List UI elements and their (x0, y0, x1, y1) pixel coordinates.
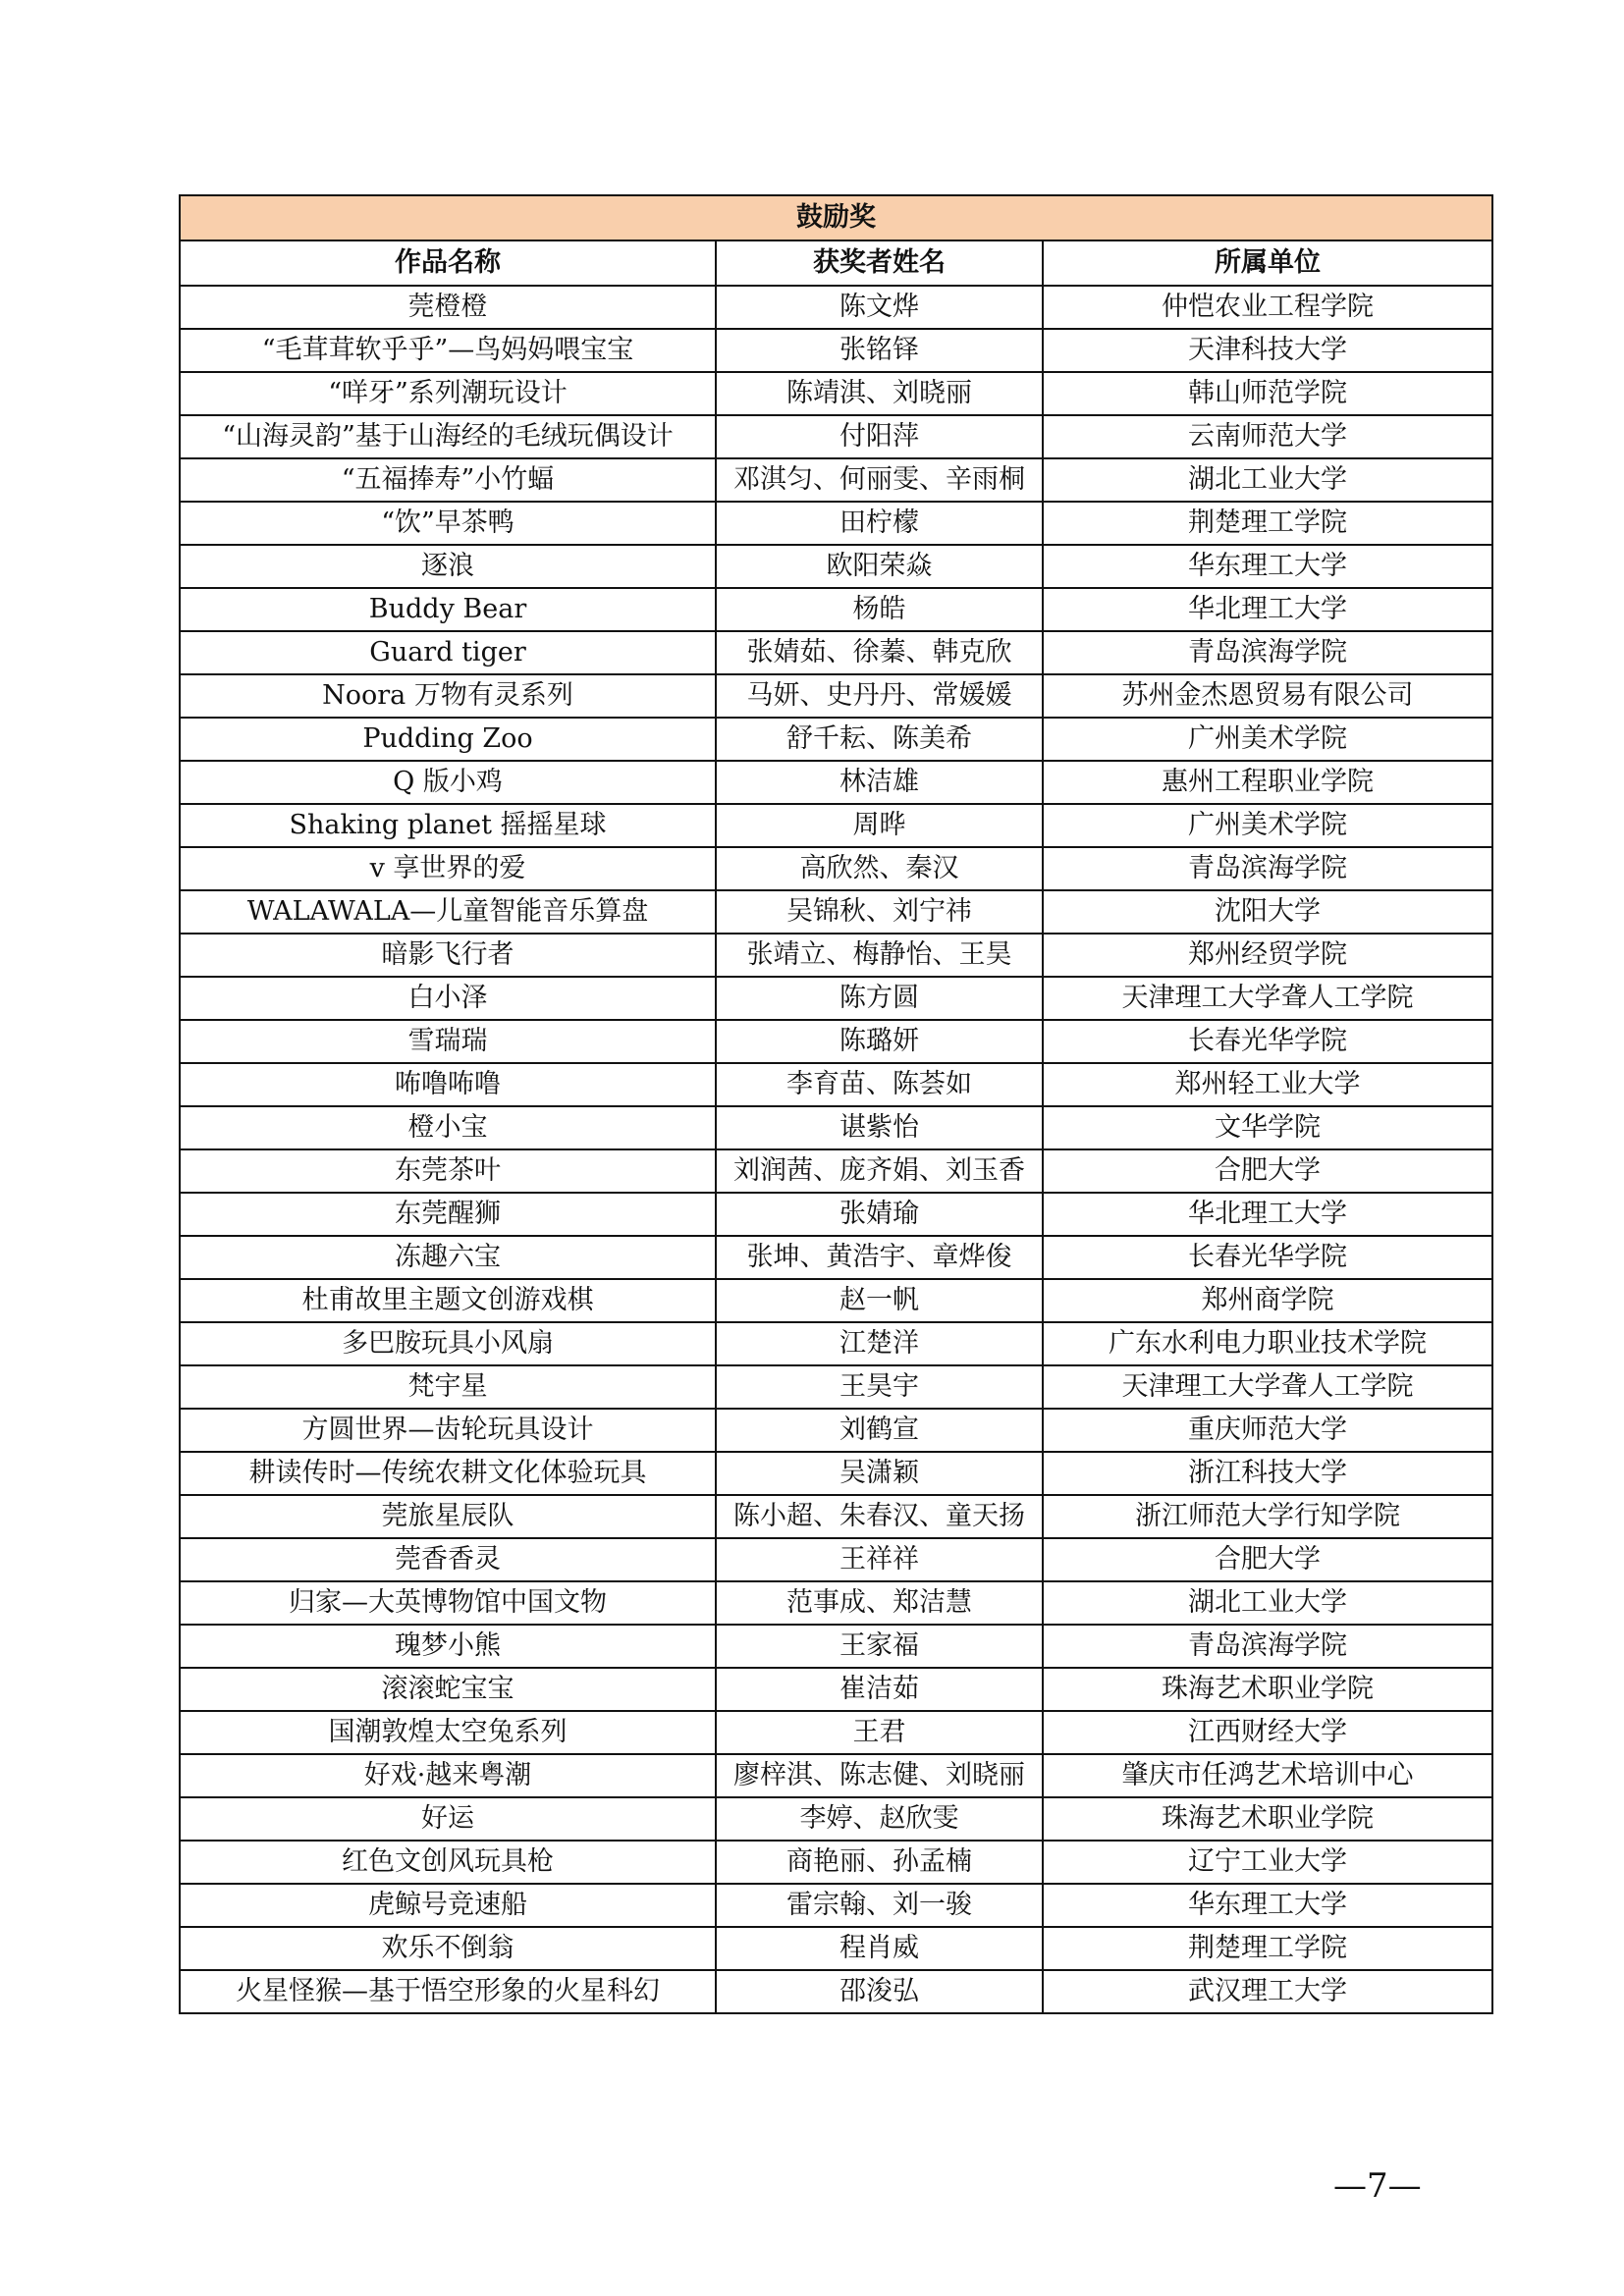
table-row (180, 1884, 1492, 1927)
table-row (180, 1538, 1492, 1581)
table-header-row (180, 240, 1492, 286)
cell-winner-name: 陈文烨 (716, 286, 1043, 329)
cell-work-name: 梵宇星 (180, 1365, 716, 1409)
table-row (180, 1668, 1492, 1711)
cell-winner-name: 王君 (716, 1711, 1043, 1754)
table-row (180, 890, 1492, 934)
cell-winner-name: 谌紫怡 (716, 1106, 1043, 1149)
cell-work-name: 方圆世界—齿轮玩具设计 (180, 1409, 716, 1452)
table-row (180, 588, 1492, 631)
table-row (180, 1193, 1492, 1236)
cell-work-name: 东莞茶叶 (180, 1149, 716, 1193)
cell-winner-name: 李婷、赵欣雯 (716, 1797, 1043, 1841)
cell-work-name: 好运 (180, 1797, 716, 1841)
cell-work-name: 滚滚蛇宝宝 (180, 1668, 716, 1711)
cell-organization: 沈阳大学 (1043, 890, 1492, 934)
cell-organization: 华东理工大学 (1043, 545, 1492, 588)
cell-winner-name: 王昊宇 (716, 1365, 1043, 1409)
cell-organization: 郑州经贸学院 (1043, 934, 1492, 977)
cell-work-name: 火星怪猴—基于悟空形象的火星科幻 (180, 1970, 716, 2013)
table-row (180, 1279, 1492, 1322)
cell-work-name: 莞旅星辰队 (180, 1495, 716, 1538)
cell-winner-name: 程肖威 (716, 1927, 1043, 1970)
table-row (180, 1322, 1492, 1365)
cell-work-name: “饮”早茶鸭 (180, 502, 716, 545)
cell-winner-name: 赵一帆 (716, 1279, 1043, 1322)
cell-organization: 韩山师范学院 (1043, 372, 1492, 415)
cell-winner-name: 吴潇颖 (716, 1452, 1043, 1495)
award-table-body (180, 286, 1492, 2013)
cell-winner-name: 马妍、史丹丹、常媛媛 (716, 674, 1043, 718)
cell-organization: 天津理工大学聋人工学院 (1043, 1365, 1492, 1409)
cell-winner-name: 田柠檬 (716, 502, 1043, 545)
cell-winner-name: 杨皓 (716, 588, 1043, 631)
cell-organization: 青岛滨海学院 (1043, 847, 1492, 890)
cell-work-name: Buddy Bear (180, 588, 716, 631)
cell-work-name: “毛茸茸软乎乎”—鸟妈妈喂宝宝 (180, 329, 716, 372)
table-row (180, 502, 1492, 545)
table-row (180, 934, 1492, 977)
cell-winner-name: 邓淇匀、何丽雯、辛雨桐 (716, 458, 1043, 502)
cell-work-name: 国潮敦煌太空兔系列 (180, 1711, 716, 1754)
cell-organization: 天津科技大学 (1043, 329, 1492, 372)
table-row (180, 1711, 1492, 1754)
cell-winner-name: 陈靖淇、刘晓丽 (716, 372, 1043, 415)
cell-work-name: 橙小宝 (180, 1106, 716, 1149)
cell-organization: 云南师范大学 (1043, 415, 1492, 458)
cell-work-name: 咘噜咘噜 (180, 1063, 716, 1106)
table-row (180, 1106, 1492, 1149)
cell-winner-name: 周晔 (716, 804, 1043, 847)
table-title-row (180, 195, 1492, 240)
cell-work-name: 多巴胺玩具小风扇 (180, 1322, 716, 1365)
cell-winner-name: 欧阳荣焱 (716, 545, 1043, 588)
cell-winner-name: 刘鹤宣 (716, 1409, 1043, 1452)
cell-organization: 荆楚理工学院 (1043, 1927, 1492, 1970)
cell-work-name: v 享世界的爱 (180, 847, 716, 890)
cell-organization: 天津理工大学聋人工学院 (1043, 977, 1492, 1020)
cell-winner-name: 张婧茹、徐蓁、韩克欣 (716, 631, 1043, 674)
cell-organization: 肇庆市任鸿艺术培训中心 (1043, 1754, 1492, 1797)
cell-winner-name: 付阳萍 (716, 415, 1043, 458)
table-row (180, 1927, 1492, 1970)
cell-organization: 苏州金杰恩贸易有限公司 (1043, 674, 1492, 718)
cell-work-name: 瑰梦小熊 (180, 1625, 716, 1668)
cell-organization: 合肥大学 (1043, 1149, 1492, 1193)
cell-work-name: “五福捧寿”小竹蝠 (180, 458, 716, 502)
cell-organization: 湖北工业大学 (1043, 1581, 1492, 1625)
cell-winner-name: 陈小超、朱春汉、童天扬 (716, 1495, 1043, 1538)
table-row (180, 1365, 1492, 1409)
cell-organization: 郑州轻工业大学 (1043, 1063, 1492, 1106)
cell-work-name: Pudding Zoo (180, 718, 716, 761)
cell-winner-name: 张坤、黄浩宇、章烨俊 (716, 1236, 1043, 1279)
table-row (180, 1970, 1492, 2013)
cell-work-name: 杜甫故里主题文创游戏棋 (180, 1279, 716, 1322)
cell-work-name: 逐浪 (180, 545, 716, 588)
cell-organization: 湖北工业大学 (1043, 458, 1492, 502)
table-row (180, 545, 1492, 588)
table-row (180, 718, 1492, 761)
cell-work-name: 白小泽 (180, 977, 716, 1020)
cell-organization: 合肥大学 (1043, 1538, 1492, 1581)
cell-organization: 广州美术学院 (1043, 804, 1492, 847)
cell-winner-name: 廖梓淇、陈志健、刘晓丽 (716, 1754, 1043, 1797)
cell-work-name: 欢乐不倒翁 (180, 1927, 716, 1970)
table-row (180, 415, 1492, 458)
cell-work-name: Shaking planet 摇摇星球 (180, 804, 716, 847)
cell-winner-name: 王祥祥 (716, 1538, 1043, 1581)
cell-work-name: 好戏·越来粤潮 (180, 1754, 716, 1797)
award-table (179, 194, 1493, 2014)
table-row (180, 329, 1492, 372)
cell-winner-name: 刘润茜、庞齐娟、刘玉香 (716, 1149, 1043, 1193)
table-row (180, 804, 1492, 847)
cell-work-name: WALAWALA—儿童智能音乐算盘 (180, 890, 716, 934)
table-row (180, 1797, 1492, 1841)
cell-winner-name: 雷宗翰、刘一骏 (716, 1884, 1043, 1927)
cell-winner-name: 邵浚弘 (716, 1970, 1043, 2013)
table-row (180, 1236, 1492, 1279)
cell-work-name: Noora 万物有灵系列 (180, 674, 716, 718)
cell-work-name: Guard tiger (180, 631, 716, 674)
cell-work-name: 雪瑞瑞 (180, 1020, 716, 1063)
table-row (180, 372, 1492, 415)
page-number: —7— (1333, 2166, 1422, 2206)
cell-winner-name: 张靖立、梅静怡、王昊 (716, 934, 1043, 977)
cell-work-name: 红色文创风玩具枪 (180, 1841, 716, 1884)
cell-organization: 长春光华学院 (1043, 1236, 1492, 1279)
cell-organization: 浙江科技大学 (1043, 1452, 1492, 1495)
header-winner-name: 获奖者姓名 (716, 240, 1043, 286)
cell-work-name: “咩牙”系列潮玩设计 (180, 372, 716, 415)
cell-winner-name: 范事成、郑洁慧 (716, 1581, 1043, 1625)
cell-organization: 华东理工大学 (1043, 1884, 1492, 1927)
cell-winner-name: 张铭铎 (716, 329, 1043, 372)
cell-organization: 青岛滨海学院 (1043, 631, 1492, 674)
cell-work-name: 归家—大英博物馆中国文物 (180, 1581, 716, 1625)
cell-organization: 广东水利电力职业技术学院 (1043, 1322, 1492, 1365)
table-row (180, 1625, 1492, 1668)
table-row (180, 1452, 1492, 1495)
cell-organization: 珠海艺术职业学院 (1043, 1797, 1492, 1841)
table-row (180, 674, 1492, 718)
cell-work-name: Q 版小鸡 (180, 761, 716, 804)
cell-work-name: 东莞醒狮 (180, 1193, 716, 1236)
cell-organization: 华北理工大学 (1043, 588, 1492, 631)
cell-organization: 青岛滨海学院 (1043, 1625, 1492, 1668)
cell-organization: 珠海艺术职业学院 (1043, 1668, 1492, 1711)
cell-winner-name: 陈璐妍 (716, 1020, 1043, 1063)
table-row (180, 1581, 1492, 1625)
cell-organization: 辽宁工业大学 (1043, 1841, 1492, 1884)
cell-organization: 武汉理工大学 (1043, 1970, 1492, 2013)
cell-winner-name: 李育苗、陈荟如 (716, 1063, 1043, 1106)
cell-winner-name: 江楚洋 (716, 1322, 1043, 1365)
table-row (180, 286, 1492, 329)
cell-winner-name: 崔洁茹 (716, 1668, 1043, 1711)
cell-winner-name: 王家福 (716, 1625, 1043, 1668)
cell-work-name: 莞橙橙 (180, 286, 716, 329)
cell-organization: 广州美术学院 (1043, 718, 1492, 761)
table-row (180, 761, 1492, 804)
cell-organization: 文华学院 (1043, 1106, 1492, 1149)
table-row (180, 977, 1492, 1020)
cell-winner-name: 张婧瑜 (716, 1193, 1043, 1236)
cell-work-name: 莞香香灵 (180, 1538, 716, 1581)
header-work-name: 作品名称 (180, 240, 716, 286)
cell-winner-name: 吴锦秋、刘宁祎 (716, 890, 1043, 934)
cell-organization: 重庆师范大学 (1043, 1409, 1492, 1452)
table-row (180, 1409, 1492, 1452)
table-row (180, 1495, 1492, 1538)
table-row (180, 1020, 1492, 1063)
table-row (180, 1149, 1492, 1193)
table-row (180, 631, 1492, 674)
cell-work-name: 冻趣六宝 (180, 1236, 716, 1279)
table-row (180, 458, 1492, 502)
cell-work-name: 耕读传时—传统农耕文化体验玩具 (180, 1452, 716, 1495)
cell-winner-name: 舒千耘、陈美希 (716, 718, 1043, 761)
table-row (180, 847, 1492, 890)
cell-work-name: 暗影飞行者 (180, 934, 716, 977)
cell-organization: 江西财经大学 (1043, 1711, 1492, 1754)
table-title: 鼓励奖 (180, 195, 1492, 240)
cell-organization: 长春光华学院 (1043, 1020, 1492, 1063)
cell-work-name: 虎鲸号竞速船 (180, 1884, 716, 1927)
cell-organization: 华北理工大学 (1043, 1193, 1492, 1236)
table-row (180, 1841, 1492, 1884)
cell-organization: 仲恺农业工程学院 (1043, 286, 1492, 329)
table-row (180, 1063, 1492, 1106)
cell-work-name: “山海灵韵”基于山海经的毛绒玩偶设计 (180, 415, 716, 458)
cell-organization: 惠州工程职业学院 (1043, 761, 1492, 804)
header-organization: 所属单位 (1043, 240, 1492, 286)
cell-winner-name: 陈方圆 (716, 977, 1043, 1020)
table-row (180, 1754, 1492, 1797)
cell-winner-name: 商艳丽、孙孟楠 (716, 1841, 1043, 1884)
cell-winner-name: 高欣然、秦汉 (716, 847, 1043, 890)
cell-organization: 荆楚理工学院 (1043, 502, 1492, 545)
cell-winner-name: 林洁雄 (716, 761, 1043, 804)
cell-organization: 浙江师范大学行知学院 (1043, 1495, 1492, 1538)
cell-organization: 郑州商学院 (1043, 1279, 1492, 1322)
